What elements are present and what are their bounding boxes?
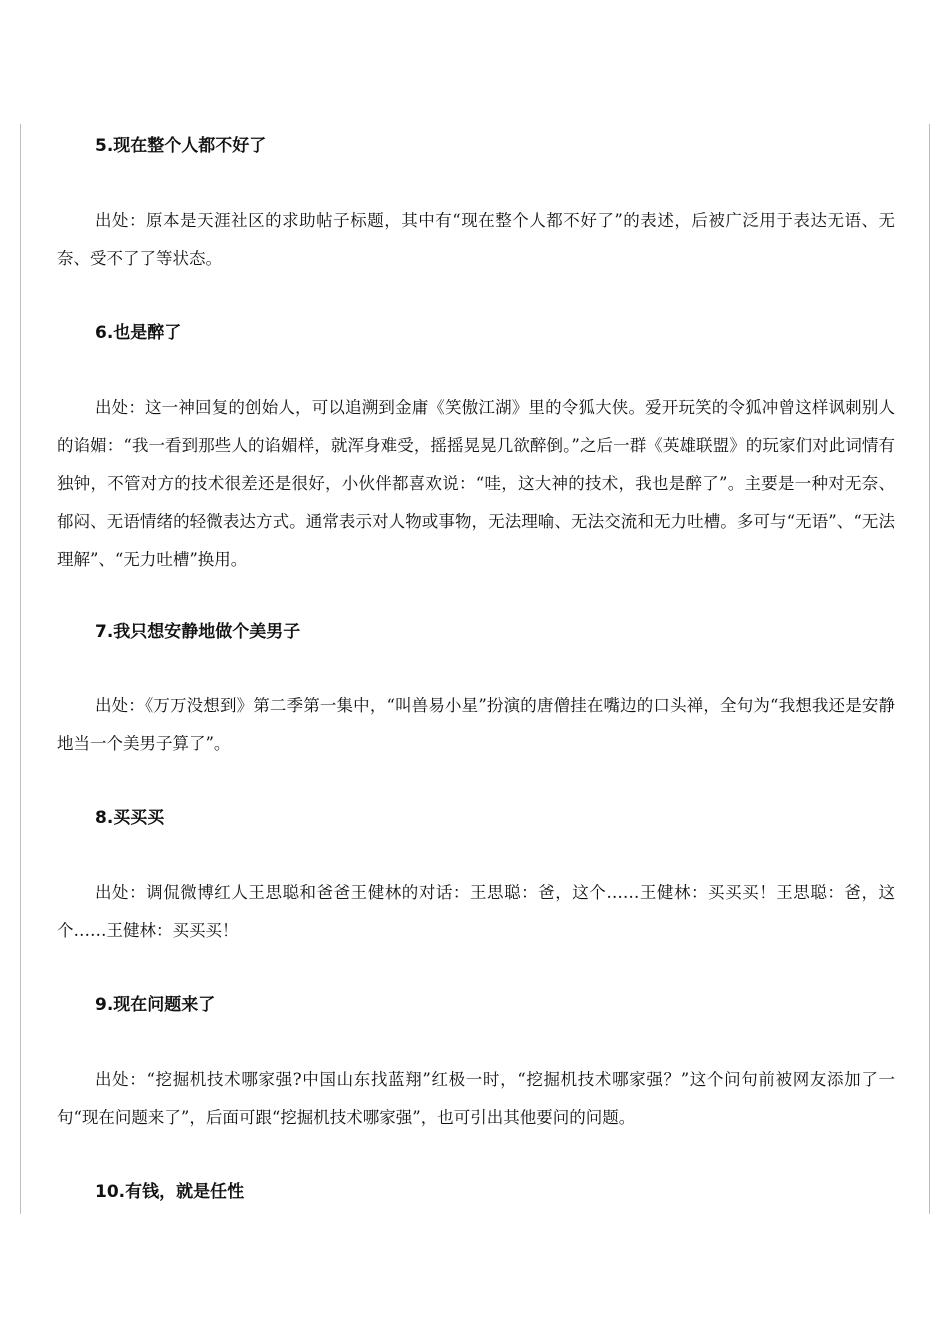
section-text-9: 出处：“挖掘机技术哪家强?中国山东找蓝翔”红极一时，“挖掘机技术哪家强？”这个问句前被网友添加了一句“现在问题来了”，后面可跟“挖掘机技术哪家强”，也可引出其他要问的问题。 <box>57 1070 895 1127</box>
section-heading-9: 9.现在问题来了 <box>95 995 216 1015</box>
page-right-border <box>929 124 930 1214</box>
section-heading-7: 7.我只想安静地做个美男子 <box>95 622 301 642</box>
section-text-8: 出处：调侃微博红人王思聪和爸爸王健林的对话：王思聪：爸，这个……王健林：买买买！王思聪：爸，这个……王健林：买买买！ <box>57 883 895 940</box>
document-body <box>57 0 897 1344</box>
section-heading-6: 6.也是醉了 <box>95 323 182 343</box>
page-left-border <box>20 124 21 1214</box>
section-heading-8: 8.买买买 <box>95 808 165 828</box>
section-text-5: 出处：原本是天涯社区的求助帖子标题，其中有“现在整个人都不好了”的表述，后被广泛用于表达无语、无奈、受不了了等状态。 <box>57 211 895 268</box>
section-text-7: 出处：《万万没想到》第二季第一集中，“叫兽易小星”扮演的唐僧挂在嘴边的口头禅，全句为“我想我还是安静地当一个美男子算了”。 <box>57 696 895 753</box>
section-heading-5: 5.现在整个人都不好了 <box>95 136 267 156</box>
section-heading-10: 10.有钱，就是任性 <box>95 1182 245 1202</box>
section-text-6: 出处：这一神回复的创始人，可以追溯到金庸《笑傲江湖》里的令狐大侠。爱开玩笑的令狐冲曾这样讽刺别人的谄媚：“我一看到那些人的谄媚样，就浑身难受，摇摇晃晃几欲醉倒。”之后一群《英雄联盟》的玩家们对此词情有独钟，不管对方的技术很差还是很好，小伙伴都喜欢说：“哇，这大神的技术，我也是醉了”。主要是一种对无奈、郁闷、无语情绪的轻微表达方式。通常表示对人物或事物，无法理喻、无法交流和无力吐槽。多可与“无语”、“无法理解”、“无力吐槽”换用。 <box>57 398 895 569</box>
